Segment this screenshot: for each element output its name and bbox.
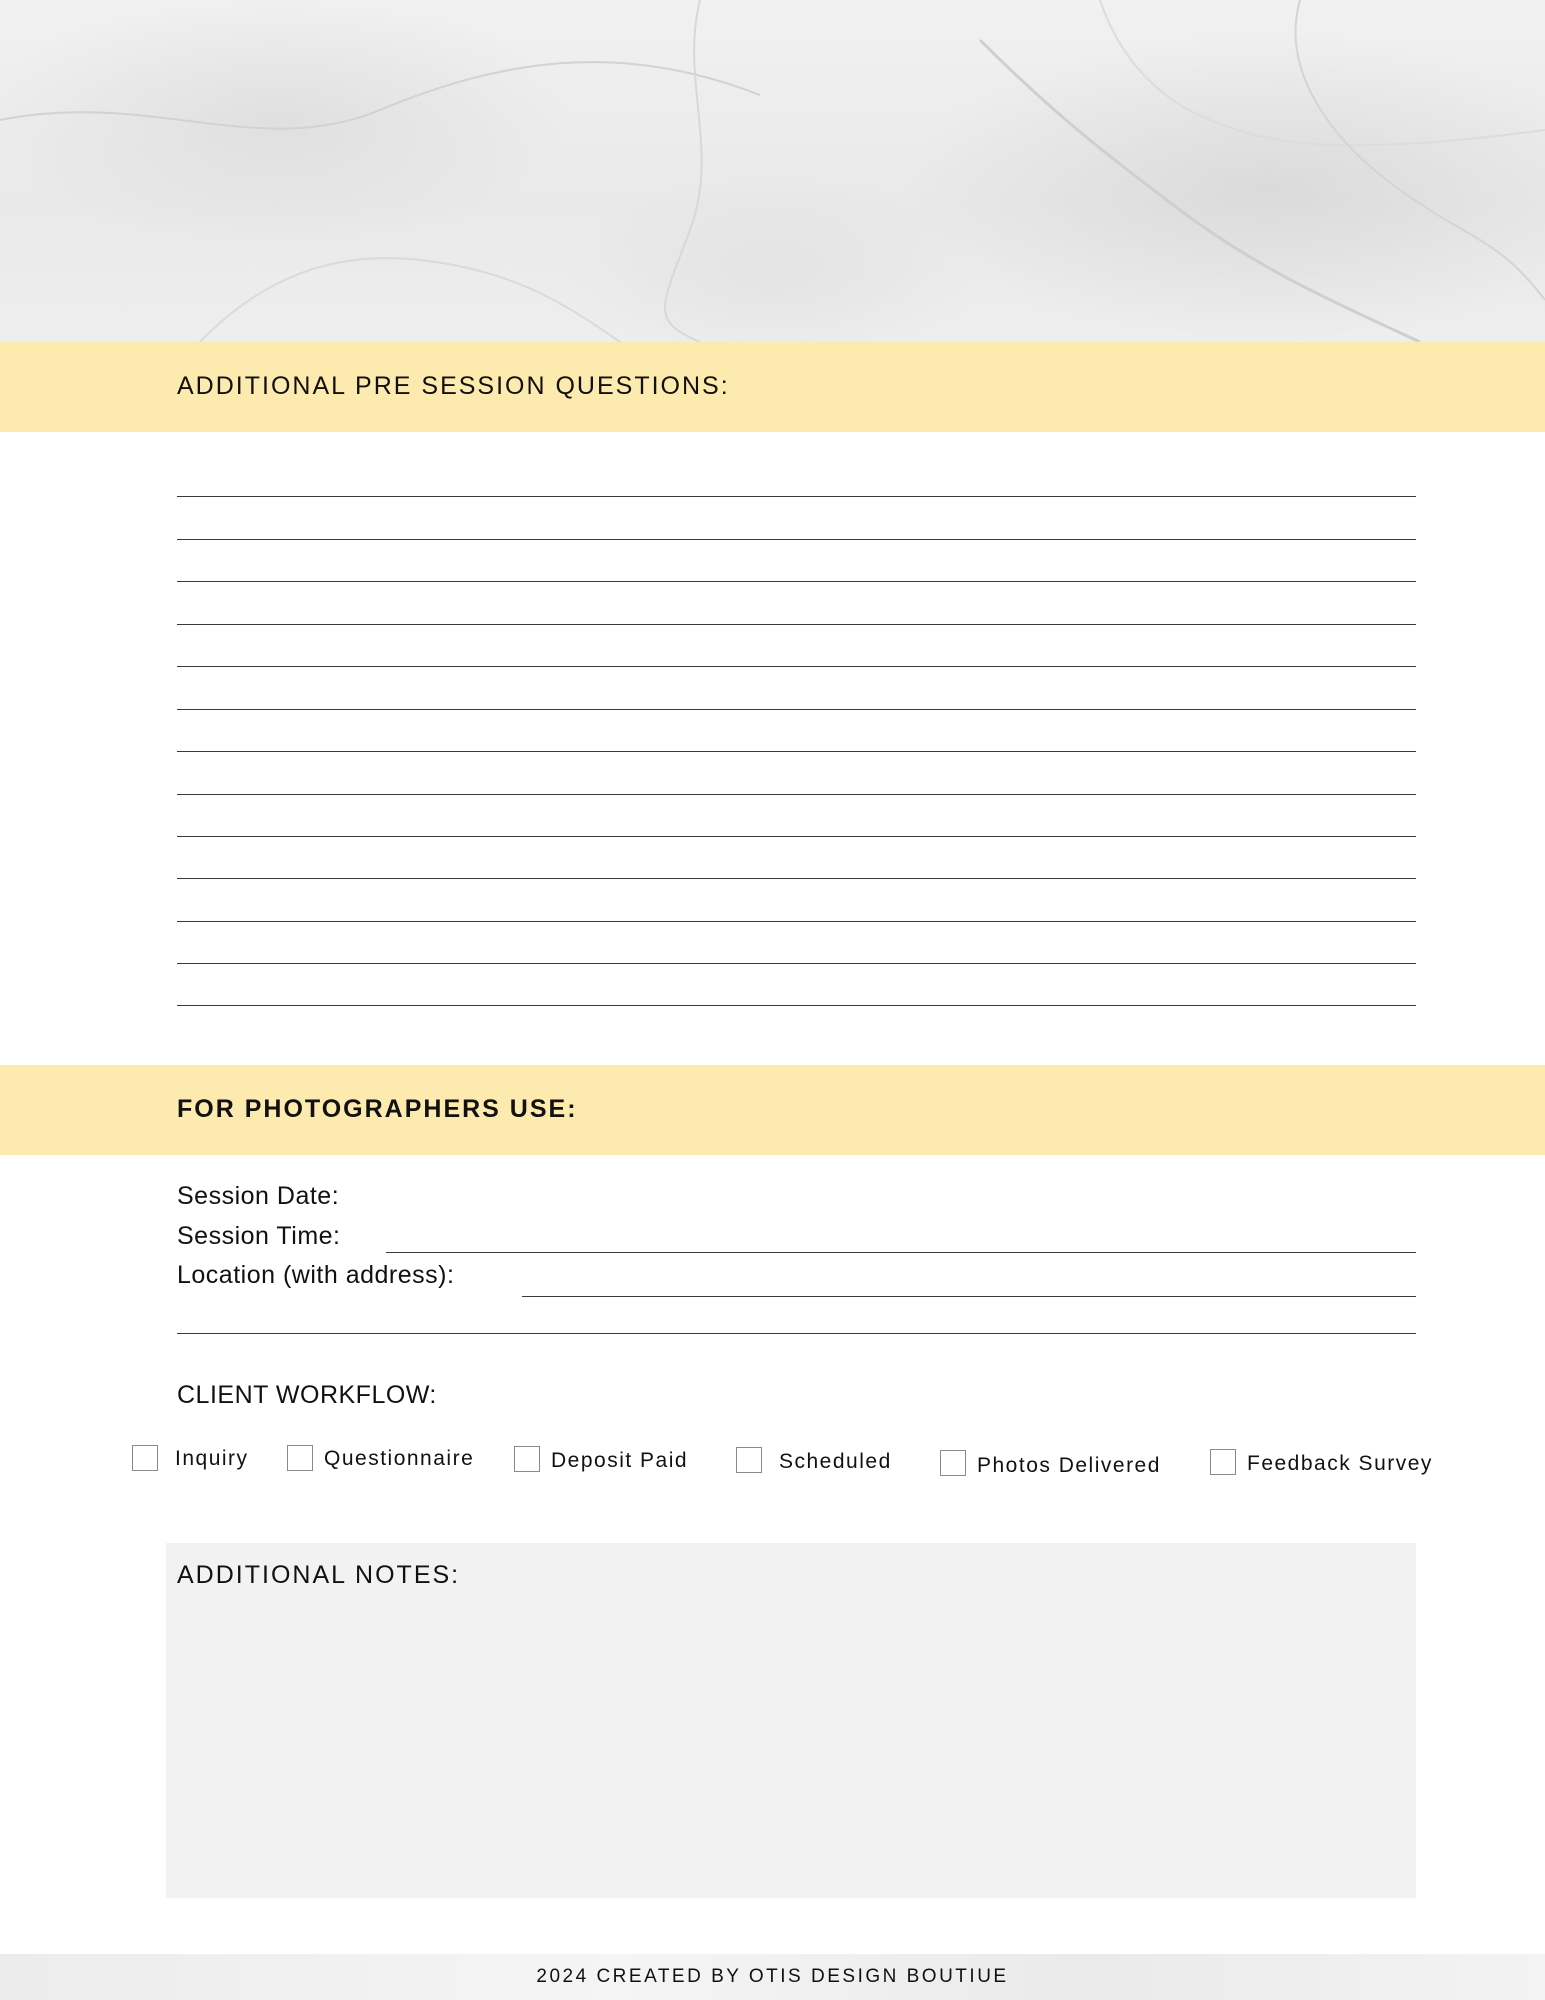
scheduled-checkbox[interactable] <box>736 1447 762 1473</box>
answer-line[interactable] <box>177 921 1416 922</box>
pre-session-title: ADDITIONAL PRE SESSION QUESTIONS: <box>177 372 730 400</box>
session-time-label: Session Time: <box>177 1222 341 1250</box>
session-date-label: Session Date: <box>177 1182 340 1210</box>
answer-line[interactable] <box>177 539 1416 540</box>
answer-line[interactable] <box>177 581 1416 582</box>
marble-veins <box>0 0 1545 342</box>
answer-line[interactable] <box>177 666 1416 667</box>
photos-delivered-label: Photos Delivered <box>977 1454 1161 1477</box>
location-line-2[interactable] <box>177 1333 1416 1334</box>
feedback-survey-checkbox[interactable] <box>1210 1449 1236 1475</box>
feedback-survey-label: Feedback Survey <box>1247 1452 1433 1475</box>
footer-credit: 2024 CREATED BY OTIS DESIGN BOUTIUE <box>536 1966 1009 1987</box>
session-time-line[interactable] <box>386 1252 1416 1253</box>
photographer-title: FOR PHOTOGRAPHERS USE: <box>177 1095 578 1123</box>
pre-session-band <box>0 342 1545 432</box>
photographer-band <box>0 1065 1545 1155</box>
answer-line[interactable] <box>177 496 1416 497</box>
location-label: Location (with address): <box>177 1261 455 1289</box>
answer-line[interactable] <box>177 1005 1416 1006</box>
additional-notes-box[interactable] <box>166 1543 1416 1898</box>
photos-delivered-checkbox[interactable] <box>940 1450 966 1476</box>
additional-notes-title: ADDITIONAL NOTES: <box>177 1561 461 1589</box>
questionnaire-label: Questionnaire <box>324 1447 475 1470</box>
footer <box>0 1954 1545 2000</box>
marble-header-background <box>0 0 1545 342</box>
answer-line[interactable] <box>177 751 1416 752</box>
inquiry-checkbox[interactable] <box>132 1445 158 1471</box>
answer-line[interactable] <box>177 794 1416 795</box>
client-workflow-title: CLIENT WORKFLOW: <box>177 1381 437 1409</box>
inquiry-label: Inquiry <box>175 1447 249 1470</box>
answer-line[interactable] <box>177 878 1416 879</box>
deposit-paid-label: Deposit Paid <box>551 1449 689 1472</box>
scheduled-label: Scheduled <box>779 1450 892 1473</box>
location-line[interactable] <box>522 1296 1416 1297</box>
answer-line[interactable] <box>177 624 1416 625</box>
questionnaire-checkbox[interactable] <box>287 1445 313 1471</box>
answer-line[interactable] <box>177 709 1416 710</box>
answer-line[interactable] <box>177 836 1416 837</box>
deposit-paid-checkbox[interactable] <box>514 1446 540 1472</box>
answer-line[interactable] <box>177 963 1416 964</box>
